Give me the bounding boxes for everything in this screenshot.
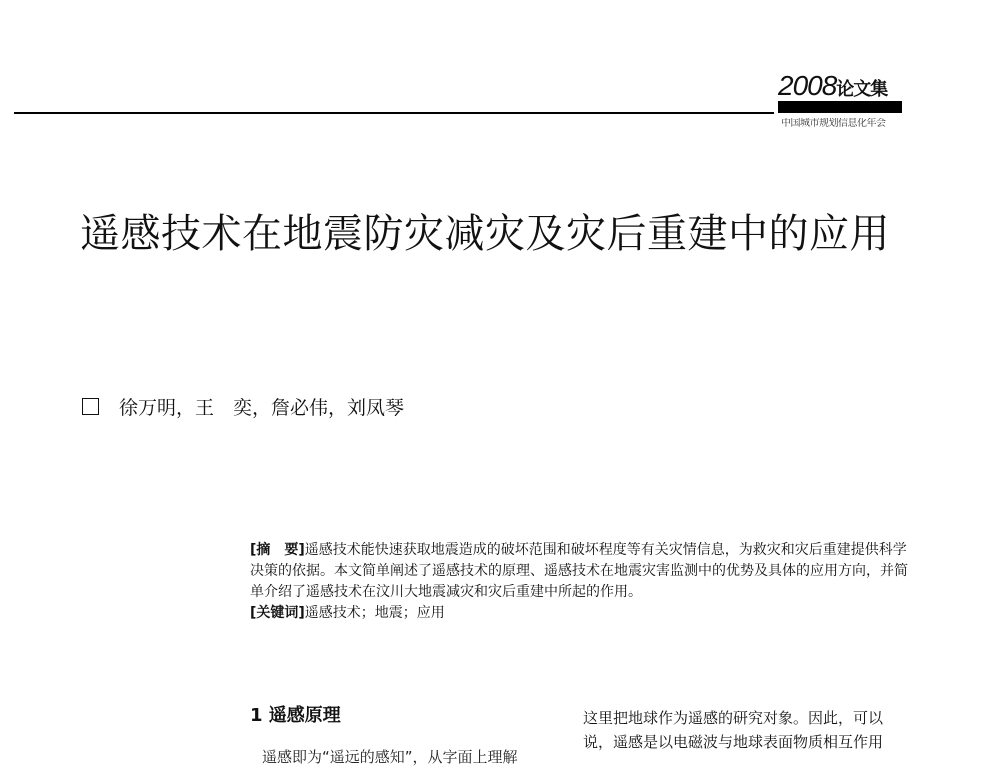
header-label: 论文集 <box>836 79 888 100</box>
abstract <box>250 540 910 603</box>
abstract-text: 遥感技术能快速获取地震造成的破坏范围和破坏程度等有关灾情信息，为救灾和灾后重建提供科学决策的依据。本文简单阐述了遥感技术的原理、遥感技术在地震灾害监测中的优势及具体的应用方向，并简单介绍了遥感技术在汶川大地震减灾和灾后重建中所起的作用。 <box>250 542 908 600</box>
section-heading: 1 遥感原理 <box>250 705 341 726</box>
left-column-text: 遥感即为“遥远的感知”，从字面上理解 <box>262 748 518 766</box>
paper-title: 遥感技术在地震防灾减灾及灾后重建中的应用 <box>80 211 890 257</box>
right-column-text <box>583 706 903 754</box>
right-line-1: 这里把地球作为遥感的研究对象。因此，可以 <box>583 709 884 727</box>
header-year: 2008 <box>778 70 837 101</box>
author-box-icon <box>82 398 99 415</box>
header-org: 中国城市规划信息化年会 <box>781 118 886 129</box>
header-rule <box>14 112 774 114</box>
author-line <box>82 395 404 421</box>
keywords <box>250 603 910 624</box>
abstract-block <box>250 540 910 624</box>
right-line-2: 说，遥感是以电磁波与地球表面物质相互作用 <box>583 733 884 751</box>
keywords-tag: [关键词] <box>250 605 305 621</box>
keywords-text: 遥感技术；地震；应用 <box>304 605 445 621</box>
header-bar <box>778 101 902 113</box>
authors: 徐万明，王 奕，詹必伟，刘凤琴 <box>119 397 405 419</box>
abstract-tag: [摘 要] <box>250 542 305 558</box>
